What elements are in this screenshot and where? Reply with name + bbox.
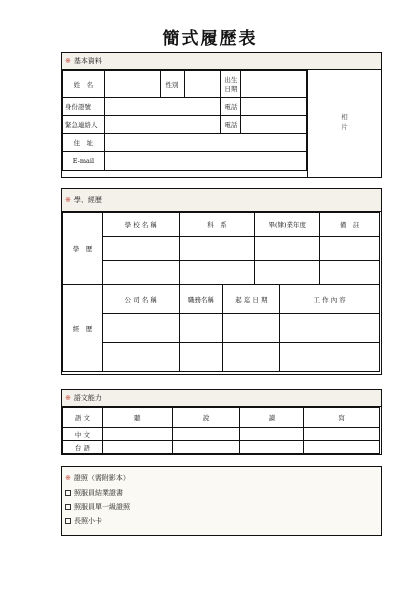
company-field[interactable] <box>102 343 179 372</box>
phone2-label: 電話 <box>221 116 241 134</box>
school-field[interactable] <box>102 237 179 261</box>
emergency-field[interactable] <box>104 116 220 134</box>
certificate-section <box>61 466 382 536</box>
content-field[interactable] <box>280 343 380 372</box>
address-field[interactable] <box>104 134 306 152</box>
school-field[interactable] <box>102 261 179 285</box>
photo-label-line1: 相 <box>341 113 348 121</box>
address-label: 住 址 <box>63 134 105 152</box>
basic-info-header <box>62 53 381 70</box>
email-field[interactable] <box>104 152 306 171</box>
content-header: 工 作 內 容 <box>280 285 380 314</box>
content-field[interactable] <box>280 314 380 343</box>
note-field[interactable] <box>320 261 380 285</box>
grad-year-field[interactable] <box>255 261 320 285</box>
company-header: 公 司 名 稱 <box>102 285 179 314</box>
reference-mark-icon: ※ <box>65 57 71 65</box>
write-cell[interactable] <box>304 428 380 441</box>
period-header: 起 迄 日 期 <box>223 285 280 314</box>
id-field[interactable] <box>104 98 220 116</box>
speak-header: 說 <box>172 408 240 428</box>
education-label: 學 歷 <box>63 213 103 285</box>
checkbox-icon[interactable] <box>65 518 71 524</box>
lang-header: 語 文 <box>63 408 103 428</box>
birth-label-line2: 日期 <box>224 85 238 93</box>
write-cell[interactable] <box>304 441 380 454</box>
name-field[interactable] <box>104 71 160 98</box>
checkbox-icon[interactable] <box>65 490 71 496</box>
position-header: 職務名稱 <box>179 285 223 314</box>
education-table <box>62 212 380 285</box>
checkbox-icon[interactable] <box>65 504 71 510</box>
dept-header: 科 系 <box>179 213 255 237</box>
education-heading: 學、經歷 <box>73 196 102 204</box>
language-table <box>62 407 380 454</box>
photo-box[interactable] <box>307 70 381 177</box>
gender-label: 性別 <box>160 71 184 98</box>
read-header: 讀 <box>240 408 304 428</box>
reference-mark-icon: ※ <box>65 196 71 204</box>
speak-cell[interactable] <box>172 428 240 441</box>
basic-info-section <box>61 52 382 178</box>
dept-field[interactable] <box>179 261 255 285</box>
work-table <box>62 284 380 372</box>
period-field[interactable] <box>223 314 280 343</box>
certificate-item[interactable] <box>65 502 130 512</box>
certificate-item[interactable] <box>65 488 123 498</box>
emergency-label: 緊急連絡人 <box>63 116 105 134</box>
education-header <box>62 189 381 212</box>
education-section <box>61 188 382 375</box>
photo-label-line2: 片 <box>341 123 348 131</box>
gender-field[interactable] <box>184 71 221 98</box>
listen-cell[interactable] <box>102 441 172 454</box>
write-header: 寫 <box>304 408 380 428</box>
reference-mark-icon: ※ <box>65 474 71 482</box>
certificate-header <box>65 473 130 483</box>
basic-info-table <box>62 70 307 171</box>
birth-label <box>221 71 241 98</box>
phone-label: 電話 <box>221 98 241 116</box>
read-cell[interactable] <box>240 428 304 441</box>
page-title: 簡式履歷表 <box>162 29 258 49</box>
lang-row-label: 台 語 <box>63 441 103 454</box>
certificate-item-label: 照服員結業證書 <box>74 489 123 497</box>
period-field[interactable] <box>223 343 280 372</box>
dept-field[interactable] <box>179 237 255 261</box>
phone-field[interactable] <box>241 98 307 116</box>
name-label: 姓 名 <box>63 71 105 98</box>
id-label: 身份證號 <box>63 98 105 116</box>
speak-cell[interactable] <box>172 441 240 454</box>
work-label: 經 歷 <box>63 285 103 372</box>
read-cell[interactable] <box>240 441 304 454</box>
school-header: 學 校 名 稱 <box>102 213 179 237</box>
note-field[interactable] <box>320 237 380 261</box>
listen-cell[interactable] <box>102 428 172 441</box>
certificate-heading: 證照（需附影本） <box>73 474 130 482</box>
certificate-item[interactable] <box>65 516 102 526</box>
note-header: 備 註 <box>320 213 380 237</box>
position-field[interactable] <box>179 314 223 343</box>
listen-header: 聽 <box>102 408 172 428</box>
language-section <box>61 389 382 455</box>
position-field[interactable] <box>179 343 223 372</box>
grad-year-field[interactable] <box>255 237 320 261</box>
grad-year-header: 畢(肄)業年度 <box>255 213 320 237</box>
birth-label-line1: 出生 <box>224 76 238 84</box>
certificate-item-label: 長照小卡 <box>74 517 102 525</box>
company-field[interactable] <box>102 314 179 343</box>
phone2-field[interactable] <box>241 116 307 134</box>
language-header <box>62 390 381 407</box>
basic-info-heading: 基本資料 <box>73 57 102 65</box>
birth-field[interactable] <box>241 71 307 98</box>
language-heading: 語文能力 <box>73 394 102 402</box>
reference-mark-icon: ※ <box>65 394 71 402</box>
lang-row-label: 中 文 <box>63 428 103 441</box>
email-label: E-mail <box>63 152 105 171</box>
certificate-item-label: 照服員單一級證照 <box>74 503 130 511</box>
